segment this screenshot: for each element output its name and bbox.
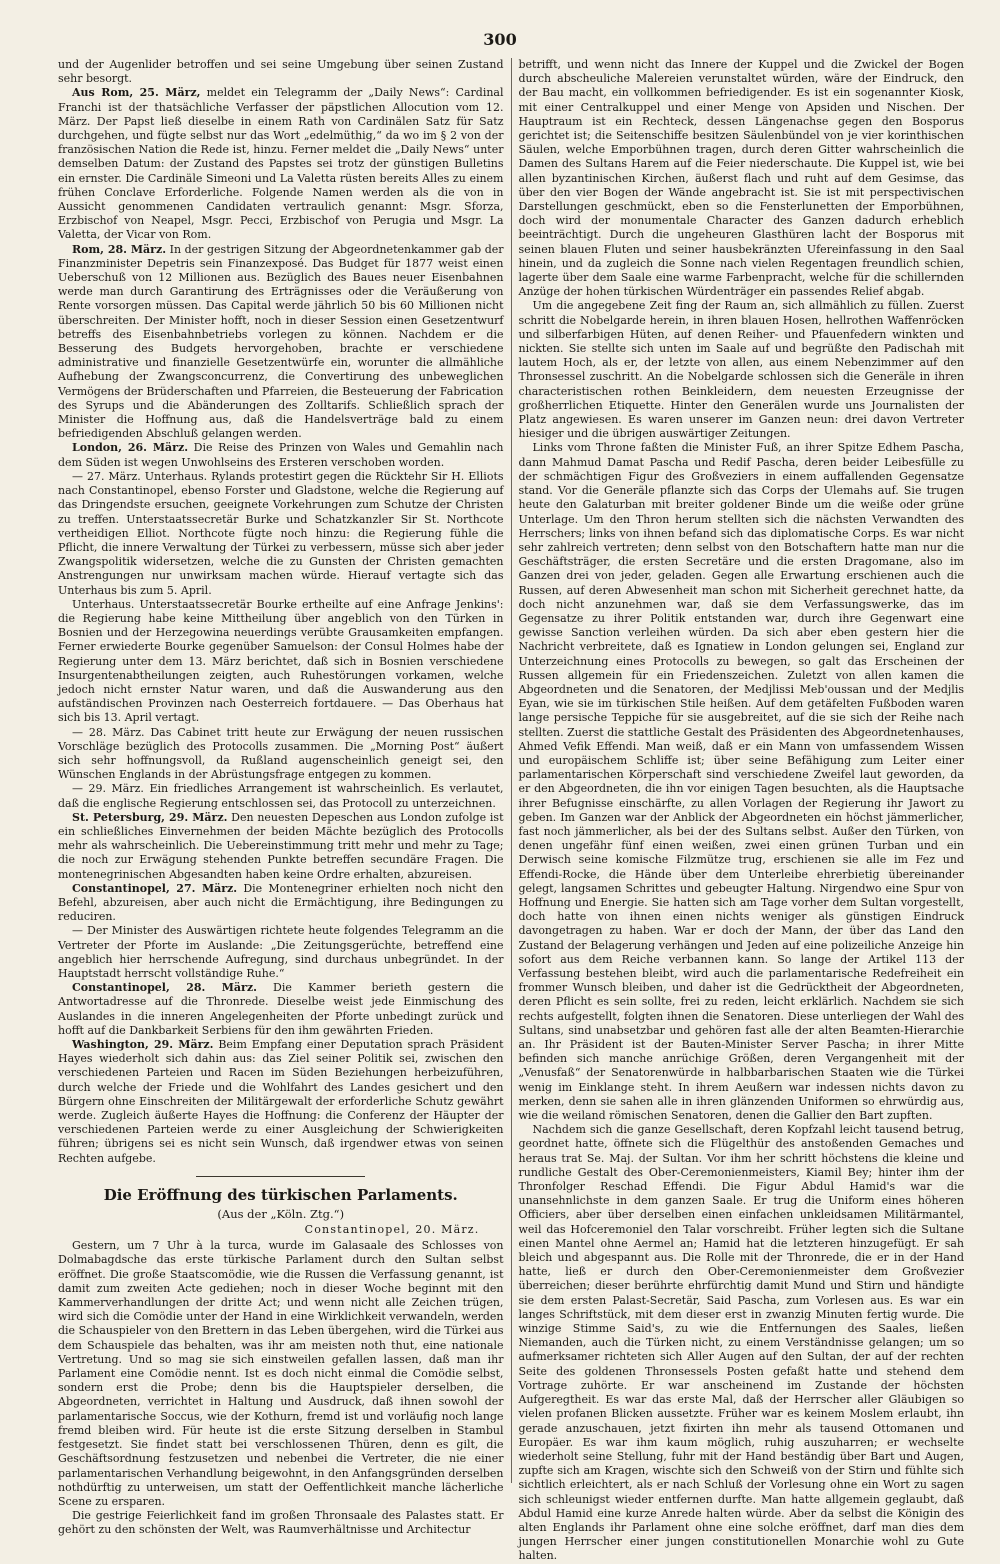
article-paragraph: Gestern, um 7 Uhr à la turca, wurde im Galasaale des Schlosses von Dolmabagdsche das erste türkische Parlament durch den Sultan selbst eröffnet. Die große Staatscomödie, wie die Russen die Verfassung genannt, ist damit zum zweiten Acte gediehen; noch in dieser Woche beginnt mit den Kammerverhandlungen der dritte Act; und wenn nicht alle Zeichen trügen, wird sich die Comödie unter der Hand in eine Wirklichkeit verwandeln, werden die Schauspieler von den Brettern in das Leben übergehen, wird die Türkei aus dem Schauspiele das behalten, was ihr am meisten noth thut, eine nationale Vertretung. Und so mag sie sich einstweilen gefallen lassen, daß man ihr Parlament eine Comödie nennt. Ist es doch nicht einmal die Comödie selbst, sondern erst die Probe; denn bis die Hauptspieler derselben, die Abgeordneten, verrichtet in Haltung und Ausdruck, daß ihnen sowohl der parlamentarische Soccus, wie der Kothurn, fremd ist und vorläufig noch lange fremd bleiben wird. Für heute ist die erste Sitzung derselben in Stambul festgesetzt. Sie findet statt bei verschlossenen Thüren, denn es gilt, die Geschäftsordnung festzusetzen und nebenbei die Vertreter, die nie einer parlamentarischen Verhandlung beigewohnt, in den Anfangsgründen derselben nothdürftig zu unterweisen, um statt der Oeffentlichkeit manche lächerliche Scene zu ersparen. [58, 1239, 504, 1508]
news-text: Beim Empfang einer Deputation sprach Präsident Hayes wiederholt sich dahin aus: das Ziel seiner Politik sei, zwischen den verschiedenen Parteien und Racen im Süden Beziehungen herbeizuführen, durch welche der Friede und die Wohlfahrt des Landes gesichert und den Bürgern ohne Einschreiten der Militärgewalt der erforderliche Schutz gewährt werde. Zugleich äußerte Hayes die Hoffnung: die Conferenz der Häupter der verschiedenen Parteien werde zu einer Ausgleichung der Schwierigkeiten führen; übrigens sei es nicht sein Wunsch, daß irgendwer etwas von seinen Rechten aufgebe. [58, 1038, 504, 1165]
article-title: Die Eröffnung des türkischen Parlaments. [103, 1185, 458, 1204]
news-item [58, 924, 504, 981]
news-text: Unterhaus. Unterstaatssecretär Bourke ertheilte auf eine Anfrage Jenkins': die Regierung habe keine Mittheilung über angeblich von den Türken in Bosnien und der Herzegowina neuerdings verübte Grausamkeiten empfangen. Ferner erwiederte Bourke gegenüber Samuelson: der Consul Holmes habe der Regierung unter dem 13. März berichtet, daß sich in Bosnien verschiedene Insurgentenabtheilungen zeigten, auch Ruhestörungen vorkamen, welche jedoch nicht ernster Natur waren, und daß die Auswanderung aus den aufständischen Provinzen nach Oesterreich fortdauere. — Das Oberhaus hat sich bis 13. April vertagt. [58, 597, 504, 725]
article-paragraph: Links vom Throne faßten die Minister Fuß, an ihrer Spitze Edhem Pascha, dann Mahmud Damat Pascha und Redif Pascha, deren beider Leibesfülle zu der schmächtigen Figur des Großveziers in einem auffallenden Gegensatze stand. Vor die Generäle pflanzte sich das Corps der Ulemahs auf. Sie trugen heute den Galaturban mit breiter goldener Binde um die weiße oder grüne Unterlage. Um den Thron herum stellten sich die nächsten Verwandten des Herrschers; links von ihnen befand sich das diplomatische Corps. Es war nicht sehr zahlreich vertreten; denn selbst von den Botschaftern hatte man nur die Geschäftsträger, die ersten Secretäre und die ersten Dragomane, also im Ganzen drei von jeder, geladen. Gegen alle Erwartung erschienen auch die Russen, auf deren Abwesenheit man schon mit Sicherheit gerechnet hatte, da doch nicht anzunehmen war, daß sie dem Verfassungswerke, das im Gegensatze zu ihrer Politik entstanden war, durch ihre Gegenwart eine gewisse Sanction verleihen würden. Da sich aber eben gestern hier die Nachricht verbreitete, daß es Ignatiew in London gelungen sei, England zur Unterzeichnung eines Protocolls zu bewegen, so galt das Erscheinen der Russen allgemein für ein Friedenszeichen. Zuletzt von allen kamen die Abgeordneten und die Senatoren, der Medjlissi Meb'oussan und der Medjlis Eyan, wie sie im türkischen Stile heißen. Auf dem getäfelten Fußboden waren lange persische Teppiche für sie ausgebreitet, auf die sie sich der Reihe nach stellten. Zuerst die stattliche Gestalt des Präsidenten des Abgeordnetenhauses, Ahmed Vefik Effendi. Man weiß, daß er ein Mann von umfassendem Wissen und europäischem Schliffe ist; über seine Befähigung zum Leiter einer parlamentarischen Körperschaft sind verschiedene Zweifel laut geworden, da er den Abgeordneten, die ihn vor einigen Tagen besuchten, als die Hauptsache ihrer Befugnisse einschärfte, zu allen Vorlagen der Regierung ihr Jawort zu geben. Im Ganzen war der Anblick der Abgeordneten ein höchst jämmerlicher, fast noch jämmerlicher, als bei der des Sultans selbst. Außer den Türken, von denen ungefähr fünf einen weißen, zwei einen grünen Turban und ein Derwisch seine komische Filzmütze trug, erschienen sie alle im Fez und Effendi-Rocke, die Hände über dem Unterleibe ehrerbietig übereinander gelegt, langsamen Schrittes und gebeugter Haltung. Nirgendwo eine Spur von Hoffnung und Energie. Sie hatten sich am Tage vorher dem Sultan vorgestellt, doch hatte von ihnen einen nichts weniger als günstigen Eindruck davongetragen zu haben. War er doch der Mann, der über das Land den Zustand der Belagerung verhängen und Jeden auf eine polizeiliche Anzeige hin sofort aus dem Reiche verbannen kann. So lange der Artikel 113 der Verfassung bestehen bleibt, wird auch die parlamentarische Redefreiheit ein frommer Wunsch bleiben, und daher ist die Gedrücktheit der Abgeordneten, deren Pflicht es sein sollte, frei zu reden, leicht erklärlich. Nachdem sie sich rechts aufgestellt, folgten ihnen die Senatoren. Diese unterliegen der Wahl des Sultans, sind unabsetzbar und gehören fast alle der alten Beamten-Hierarchie an. Ihr Präsident ist der Bauten-Minister Server Pascha; in ihrer Mitte befinden sich manche anrüchige Größen, deren Vergangenheit mit der „Venusfaß“ der Senatorenwürde in halbbarbarischen Staaten wie die Türkei wenig im Einklange steht. In ihrem Aeußern war indessen nichts davon zu merken, denn sie sahen alle in ihren glänzenden Uniformen so ehrwürdig aus, wie die weiland römischen Senatoren, denen die Gallier den Bart zupften. [518, 441, 964, 1123]
article-paragraph: Die gestrige Feierlichkeit fand im großen Thronsaale des Palastes statt. Er gehört zu den schönsten der Welt, was Raumverhältnisse und Architectur [58, 1509, 504, 1537]
article-source: (Aus der „Köln. Ztg.“) [217, 1206, 345, 1221]
news-text: Den neuesten Depeschen aus London zufolge ist ein schließliches Einvernehmen der beiden Mächte bezüglich des Protocolls mehr als wahrscheinlich. Die Uebereinstimmung tritt mehr und mehr zu Tage; die noch zur Erwägung stehenden Punkte betreffen secundäre Fragen. Die montenegrinischen Abgesandten haben keine Ordre erhalten, abzureisen. [58, 810, 504, 881]
left-column [58, 58, 511, 1537]
news-text: meldet ein Telegramm der „Daily News“: Cardinal Franchi ist der thatsächliche Verfasser der päpstlichen Allocution vom 12. März. Der Papst ließ dieselbe in einem Rath von Cardinälen Satz für Satz durchgehen, und fügte selbst nur das Wort „edelmüthig,“ da wo im § 2 von der französischen Nation die Rede ist, hinzu. Ferner meldet die „Daily News“ unter demselben Datum: der Zustand des Papstes sei trotz der günstigen Bulletins ein ernster. Die Cardinäle Simeoni und La Valetta rüsten bereits Alles zu einem frühen Conclave Erforderliche. Folgende Namen werden als die von in Aussicht genommenen Candidaten vertraulich genannt: Msgr. Sforza, Erzbischof von Neapel, Msgr. Pecci, Erzbischof von Perugia und Msgr. La Valetta, der Vicar von Rom. [58, 86, 504, 242]
news-item [58, 470, 504, 598]
news-item [58, 726, 504, 783]
news-text: Das Cabinet tritt heute zur Erwägung der neuen russischen Vorschläge bezüglich des Protocolls zusammen. Die „Morning Post“ äußert sich sehr hoffnungsvoll, da Rußland augenscheinlich geneigt sei, den Wünschen Englands in der Abrüstungsfrage entgegen zu kommen. [58, 725, 504, 782]
news-dateline: Aus Rom, 25. März, [72, 86, 201, 100]
article-paragraph: betrifft, und wenn nicht das Innere der Kuppel und die Zwickel der Bogen durch abscheuliche Malereien verunstaltet würden, wäre der Eindruck, den der Bau macht, ein vollkommen befriedigender. Es ist ein sogenannter Kiosk, mit einer Centralkuppel und einer Menge von Apsiden und Nischen. Der Hauptraum ist ein Rechteck, dessen Längenachse gegen den Bosporus gerichtet ist; die Seitenschiffe besitzen Säulenbündel von je vier korinthischen Säulen, welche Emporbühnen tragen, durch deren Gitter wahrscheinlich die Damen des Sultans Harem auf die Feier niederschaute. Die Kuppel ist, wie bei allen byzantinischen Kirchen, äußerst flach und ruht auf dem Gesimse, das über den vier Bogen der Wände angebracht ist. Sie ist mit perspectivischen Darstellungen geschmückt, eben so die Fensterlunetten der Emporbühnen, doch wird der monumentale Character des Ganzen dadurch erheblich beeinträchtigt. Durch die ungeheuren Glasthüren lacht der Bosporus mit seinen blauen Fluten und seiner hausbekränzten Ufereinfassung in den Saal hinein, und da zugleich die Sonne nach vielen Regentagen freundlich schien, lagerte über dem Saale eine warme Farbenpracht, welche für die schillernden Anzüge der hohen türkischen Würdenträger ein passendes Relief abgab. [518, 58, 964, 299]
news-dateline: Constantinopel, 28. März. [72, 981, 257, 995]
news-text: In der gestrigen Sitzung der Abgeordnetenkammer gab der Finanzminister Depetris sein Finanzexposé. Das Budget für 1877 weist einen Ueberschuß von 12 Millionen aus. Bezüglich des Baues neuer Eisenbahnen werde man durch Garantirung des Erträgnisses oder die Veräußerung von Rente vorsorgen müssen. Das Capital werde jährlich 50 bis 60 Millionen nicht überschreiten. Der Minister hofft, noch in dieser Session einen Gesetzentwurf betreffs des Eisenbahnbetriebs vorlegen zu können. Nachdem er die Besserung des Budgets hervorgehoben, brachte er verschiedene administrative und finanzielle Gesetzentwürfe ein, worunter die allmähliche Aufhebung der Zwangsconcurrenz, die Convertirung des unbeweglichen Vermögens der Brüderschaften und Pfarreien, die Besteuerung der Fabrication des Syrups und die Abänderungen des Zolltarifs. Schließlich sprach der Minister die Hoffnung aus, daß die Handelsverträge bald zu einem befriedigenden Abschluß gelangen werden. [58, 242, 504, 441]
news-text: Die Montenegriner erhielten noch nicht den Befehl, abzureisen, aber auch nicht die Ermächtigung, ihre Bedingungen zu reduciren. [58, 881, 504, 924]
page-number: 300 [483, 30, 517, 49]
news-dateline: Constantinopel, 27. März. [72, 881, 238, 895]
right-column [512, 58, 965, 1563]
article-paragraph: Um die angegebene Zeit fing der Raum an, sich allmählich zu füllen. Zuerst schritt die Nobelgarde herein, in ihren blauen Hosen, hellrothen Waffenröcken und silberfarbigen Hüten, auf denen Reiher- und Pfauenfedern winkten und nickten. Sie stellte sich unten im Saale auf und begrüßte den Padischah mit lautem Hoch, als er, der letzte von allen, aus einem Nebenzimmer auf den Thronsessel zuschritt. An die Nobelgarde schlossen sich die Generäle in ihren characteristischen rothen Beinkleidern, dem neuesten Erzeugnisse der großherrlichen Etiquette. Hinter den Generälen wurde uns Journalisten der Platz angewiesen. Es waren unserer im Ganzen neun: drei davon Vertreter hiesiger und die übrigen auswärtiger Zeitungen. [518, 299, 964, 441]
news-dateline: — 29. März. [72, 782, 144, 796]
section-divider [196, 1176, 365, 1177]
news-item [58, 441, 504, 469]
news-item [58, 598, 504, 726]
news-text: Die Kammer berieth gestern die Antwortadresse auf die Thronrede. Dieselbe weist jede Einmischung des Auslandes in die inneren Angelegenheiten der Pforte unbedingt zurück und hofft auf die Dankbarkeit Serbiens für den ihm gewährten Frieden. [58, 981, 504, 1037]
news-text: — Der Minister des Auswärtigen richtete heute folgendes Telegramm an die Vertreter der Pforte im Auslande: „Die Zeitungsgerüchte, betreffend eine angeblich hier herrschende Aufregung, sind durchaus unbegründet. In der Hauptstadt herrscht vollständige Ruhe.“ [58, 924, 504, 980]
opening-paragraph: und der Augenlider betroffen und sei seine Umgebung über seinen Zustand sehr besorgt. [58, 58, 504, 86]
news-dateline: — 27. März. [72, 469, 141, 483]
news-item [58, 243, 504, 442]
columns [58, 58, 964, 1563]
news-item [58, 981, 504, 1038]
article-paragraph: Nachdem sich die ganze Gesellschaft, deren Kopfzahl leicht tausend betrug, geordnet hatte, öffnete sich die Flügelthür des anstoßenden Gemaches und heraus trat Se. Maj. der Sultan. Vor ihm her schritt höchstens die kleine und rundliche Gestalt des Ober-Ceremonienmeisters, Kiamil Bey; hinter ihm der Thronfolger Reschad Effendi. Die Figur Abdul Hamid's war die unansehnlichste in dem ganzen Saale. Er trug die Uniform eines höheren Officiers, aber über derselben einen einfachen unkleidsamen Militärmantel, weil das Hofceremoniel den Talar vorschreibt. Früher legten sich die Sultane einen Mantel ohne Aermel an; Hamid hat die letzteren hinzugefügt. Er sah bleich und abgespannt aus. Die Rolle mit der Thronrede, die er in der Hand hatte, ließ er durch den Ober-Ceremonienmeister dem Großvezier überreichen; dieser berührte ehrfürchtig damit Mund und Stirn und händigte sie dem ersten Palast-Secretär, Said Pascha, zum Vorlesen aus. Es war ein langes Schriftstück, mit dem dieser erst in zwanzig Minuten fertig wurde. Die winzige Stimme Said's, zu wie die Entfernungen des Saales, ließen Niemanden, auch die Türken nicht, zu einem Verständnisse gelangen; um so aufmerksamer richteten sich Aller Augen auf den Sultan, der auf der rechten Seite des goldenen Thronsessels Posten gefaßt hatte und stehend dem Vortrage zuhörte. Er war anscheinend im Zustande der höchsten Aufgeregtheit. Es war das erste Mal, daß der Herrscher aller Gläubigen so vielen profanen Blicken aussetzte. Früher war es keinem Moslem erlaubt, ihn gerade anzuschauen, jetzt fixirten ihn mehr als tausend Ottomanen und Europäer. Es war ihm kaum möglich, ruhig auszuharren; er wechselte wiederholt seine Stellung, fuhr mit der Hand beständig über Bart und Augen, zupfte sich am Kragen, wischte sich den Schweiß von der Stirn und fühlte sich sichtlich erleichtert, als er nach Schluß der Vorlesung ohne ein Wort zu sagen sich schleunigst wieder entfernen durfte. Man hatte allgemein geglaubt, daß Abdul Hamid eine kurze Anrede halten würde. Aber da selbst die Königin des alten Englands ihr Parlament ohne eine solche eröffnet, darf man dies dem jungen Herrscher einer jungen constitutionellen Monarchie wohl zu Gute halten. [518, 1123, 964, 1563]
article-dateline: Constantinopel, 20. März. [304, 1223, 480, 1237]
news-text: Ein friedliches Arrangement ist wahrscheinlich. Es verlautet, daß die englische Regierung entschlossen sei, das Protocoll zu unterzeichnen. [58, 782, 504, 810]
news-item [58, 86, 504, 242]
news-dateline: Washington, 29. März. [72, 1038, 214, 1052]
news-item [58, 782, 504, 810]
news-dateline: — 28. März. [72, 725, 145, 739]
news-item [58, 811, 504, 882]
news-dateline: London, 26. März. [72, 441, 189, 455]
news-text: Die Reise des Prinzen von Wales und Gemahlin nach dem Süden ist wegen Unwohlseins des Ersteren verschoben worden. [58, 441, 504, 469]
news-item [58, 1038, 504, 1166]
news-text: Unterhaus. Rylands protestirt gegen die Rücktehr Sir H. Elliots nach Constantinopel, ebenso Forster und Gladstone, welche die Regierung auf das Dringendste ersuchen, geeignete Vorkehrungen zum Schutze der Christen zu treffen. Unterstaatssecretär Burke und Schatzkanzler Sir St. Northcote vertheidigen Elliot. Northcote fügte noch hinzu: die Regierung fühle die Pflicht, die innere Verwaltung der Türkei zu verbessern, müsse sich aber jeder Zwangspolitik widersetzen, welche die zu Gunsten der Christen gemachten Anstrengungen nur unwirksam machen würde. Hierauf vertagte sich das Unterhaus bis zum 5. April. [58, 469, 504, 597]
news-item [58, 882, 504, 925]
news-dateline: Rom, 28. März. [72, 242, 167, 256]
news-dateline: St. Petersburg, 29. März. [72, 810, 228, 824]
